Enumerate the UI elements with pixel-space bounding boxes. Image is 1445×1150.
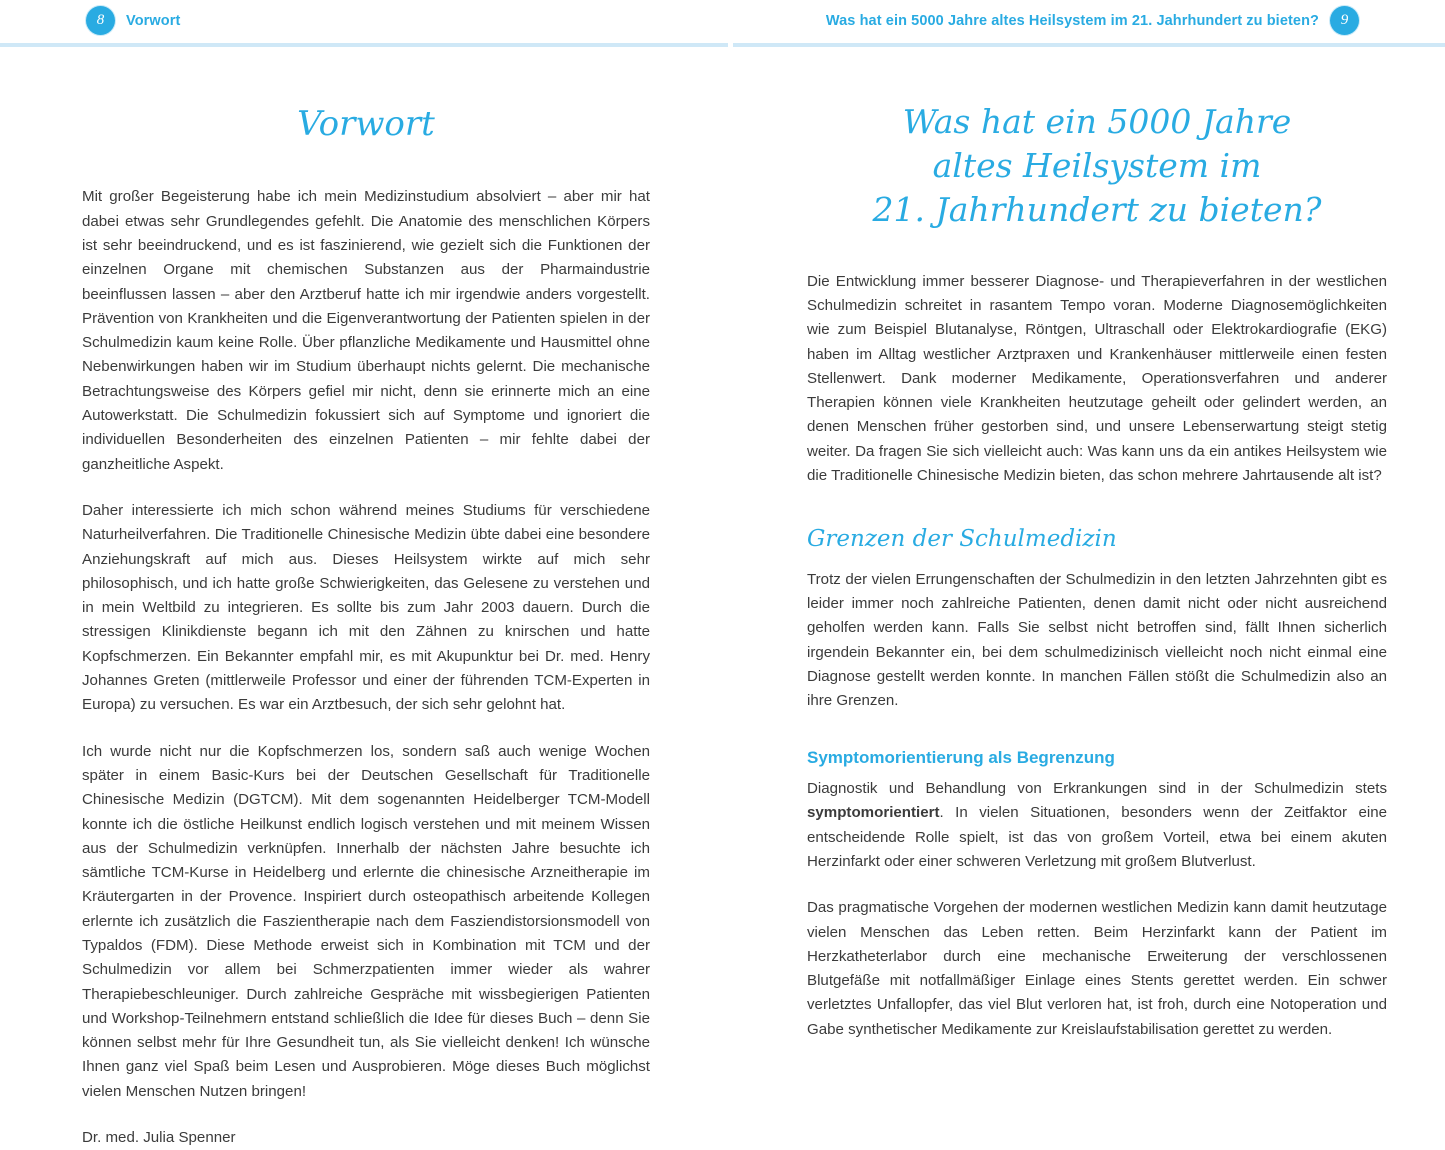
- paragraph: Mit großer Begeisterung habe ich mein Medizinstudium absolviert – aber mir hat dabei etwas sehr Grundlegendes gefehlt. Die Anatomie des menschlichen Körpers ist sehr beeindruckend, und es ist faszinierend, wie gezielt sich die Funktionen der einzelnen Organe mit chemischen Substanzen aus der Pharmaindustrie beeinflussen lassen – aber den Arztberuf hatte ich mir irgendwie anders vorgestellt. Prävention von Krankheiten und die Eigenverantwortung der Patienten spielen in der Schulmedizin kaum keine Rolle. Über pflanzliche Medikamente und Hausmittel ohne Nebenwirkungen haben wir im Studium überhaupt nichts gelernt. Die mechanische Betrachtungsweise des Körpers gefiel mir nicht, denn sie erinnerte mich an eine Autowerkstatt. Die Schulmedizin fokussiert sich auf Symptome und ignoriert die individuellen Besonderheiten des einzelnen Patienten – mir fehlte dabei der ganzheitliche Aspekt.: [82, 188, 650, 473]
- title-line: 21. Jahrhundert zu bieten?: [872, 189, 1322, 229]
- paragraph: Daher interessierte ich mich schon während meines Studiums für verschiedene Naturheilverfahren. Die Traditionelle Chinesische Medizin übte dabei eine besondere Anziehungskraft auf mich aus. Dieses Heilsystem wirkte auf mich sehr philosophisch, und ich hatte große Schwierigkeiten, das Gelesene zu verstehen und in mein Weltbild zu integrieren. Es sollte bis zum Jahr 2003 dauern. Durch die stressigen Klinikdienste begann ich mit den Zähnen zu knirschen und hatte Kopfschmerzen. Ein Bekannter empfahl mir, es mit Akupunktur bei Dr. med. Henry Johannes Greten (mittlerweile Professor und einer der führenden TCM-Experten in Europa) zu versuchen. Es war ein Arztbesuch, der sich sehr gelohnt hat.: [82, 501, 650, 714]
- author-signature: Dr. med. Julia Spenner: [82, 1129, 236, 1147]
- page-number-badge-left: 8: [86, 6, 115, 35]
- title-line: Was hat ein 5000 Jahre: [902, 102, 1292, 141]
- subsection-heading: Symptomorientierung als Begrenzung: [807, 747, 1115, 767]
- header-right-group: [826, 6, 1359, 35]
- right-page-body: [807, 270, 1387, 1042]
- left-page-body: [82, 185, 650, 1150]
- paragraph: Das pragmatische Vorgehen der modernen westlichen Medizin kann damit heutzutage vielen Menschen das Leben retten. Beim Herzinfarkt kann der Patient im Herzkatheterlabor durch eine mechanische Erweiterung der verschlossenen Blutgefäße mit notfallmäßiger Einlage eines Stents gerettet werden. Ein schwer verletztes Unfallopfer, das viel Blut verloren hat, ist froh, durch eine Notoperation und Gabe synthetischer Medikamente zur Kreislaufstabilisation gerettet zu werden.: [807, 899, 1387, 1038]
- right-page-column: [807, 46, 1387, 1064]
- paragraph-text-after-bold: . In vielen Situationen, besonders wenn der Zeitfaktor eine entscheidende Rolle spielt, ist das von großem Vorteil, etwa bei einem akuten Herzinfarkt oder einer schweren Verletzung mit großem Blutverlust.: [807, 804, 1387, 870]
- right-page-title: [807, 100, 1387, 232]
- paragraph: Ich wurde nicht nur die Kopfschmerzen los, sondern saß auch wenige Wochen später in einem Basic-Kurs bei der Deutschen Gesellschaft für Traditionelle Chinesische Medizin (DGTCM). Mit dem sogenannten Heidelberger TCM-Modell konnte ich die östliche Heilkunst endlich logisch verstehen und mit meinem Wissen aus der Schulmedizin verknüpfen. Innerhalb der nächsten Jahre besuchte ich sämtliche TCM-Kurse in Heidelberg und erlernte die chinesische Arzneitherapie im Kräutergarten in der Provence. Inspiriert durch osteopathisch arbeitende Kollegen erlernte ich zusätzlich die Faszientherapie nach dem Fasziendistorsionsmodell von Typaldos (FDM). Diese Methode erweist sich in Kombination mit TCM und der Schulmedizin vor allem bei Schmerzpatienten immer wieder als wahrer Therapiebeschleuniger. Durch zahlreiche Gespräche mit wissbegierigen Patienten und Workshop-Teilnehmern entstand schließlich die Idee für dieses Buch – denn Sie können selbst mehr für Ihre Gesundheit tun, als Sie vielleicht denken! Ich wünsche Ihnen ganz viel Spaß beim Lesen und Ausprobieren. Möge dieses Buch möglichst vielen Menschen Nutzen bringen!: [82, 742, 650, 1100]
- left-page-title: Vorwort: [297, 104, 435, 144]
- header-left-group: [86, 6, 180, 35]
- left-page-column: [82, 46, 650, 1150]
- right-page: [733, 46, 1445, 1038]
- header-right-title: Was hat ein 5000 Jahre altes Heilsystem im 21. Jahrhundert zu bieten?: [825, 12, 1319, 29]
- running-header: [0, 0, 1445, 46]
- emphasis-symptomorientiert: symptomorientiert: [807, 804, 940, 822]
- page-number-badge-right: 9: [1330, 6, 1359, 35]
- paragraph: Die Entwicklung immer besserer Diagnose- und Therapieverfahren in der westlichen Schulmedizin schreitet in rasantem Tempo voran. Moderne Diagnosemöglichkeiten wie zum Beispiel Blutanalyse, Röntgen, Ultraschall oder Elektrokardiografie (EKG) haben im Alltag westlicher Arztpraxen und Krankenhäuser mittlerweile einen festen Stellenwert. Dank moderner Medikamente, Operationsverfahren und anderer Therapien können viele Krankheiten heutzutage geheilt oder gelindert werden, an denen Menschen früher gestorben sind, und unsere Lebenserwartung steigt stetig weiter. Da fragen Sie sich vielleicht auch: Was kann uns da ein antikes Heilsystem wie die Traditionelle Chinesische Medizin bieten, das schon mehrere Jahrtausende alt ist?: [807, 272, 1387, 484]
- section-heading: Grenzen der Schulmedizin: [807, 526, 1117, 553]
- paragraph-text-before-bold: Diagnostik und Behandlung von Erkrankungen sind in der Schulmedizin stets: [807, 780, 1387, 798]
- left-page: [0, 46, 728, 1147]
- header-left-title: Vorwort: [126, 12, 181, 29]
- paragraph: Trotz der vielen Errungenschaften der Schulmedizin in den letzten Jahrzehnten gibt es leider immer noch zahlreiche Patienten, denen damit nicht oder nicht ausreichend geholfen werden kann. Falls Sie selbst nicht betroffen sind, fällt Ihnen sicherlich irgendein Bekannter ein, bei dem schulmedizinisch vielleicht noch nicht einmal eine Diagnose gestellt werden konnte. In manchen Fällen stößt die Schulmedizin also an ihre Grenzen.: [807, 570, 1387, 710]
- title-line: altes Heilsystem im: [932, 145, 1262, 185]
- paragraph-with-emphasis: [807, 777, 1387, 874]
